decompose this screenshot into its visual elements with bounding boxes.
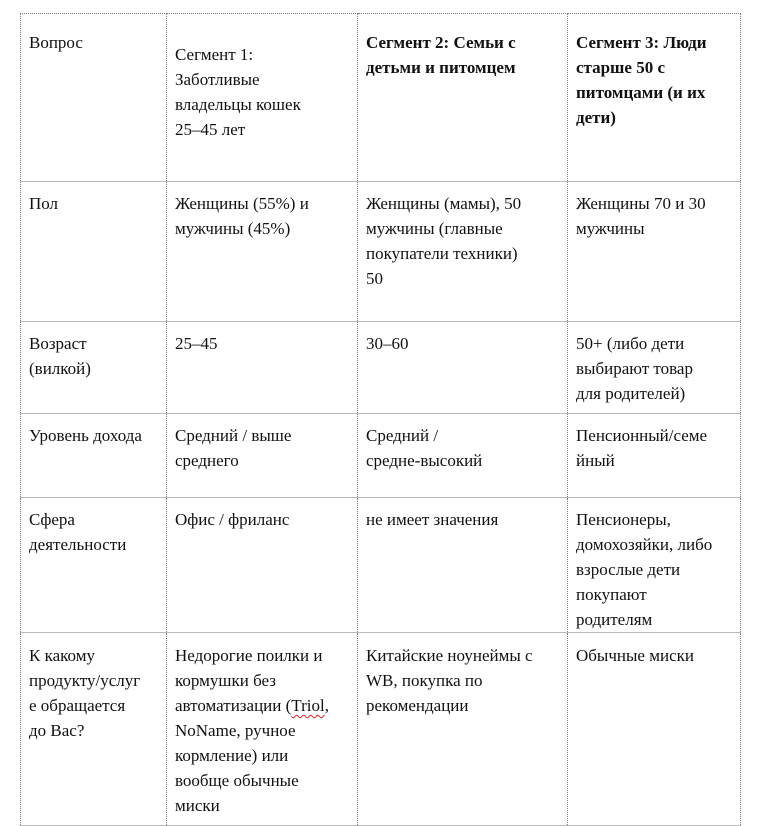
cell-segment-2[interactable] <box>358 414 568 498</box>
header-cell-question[interactable] <box>21 14 167 182</box>
question-text: Уровень дохода <box>29 426 142 445</box>
segment-1-text-after: , NoName, ручное кормление) или вообще обычные миски <box>175 696 329 815</box>
header-cell-segment-1[interactable] <box>167 14 358 182</box>
spellcheck-underlined-word: Triol <box>291 696 325 715</box>
cell-segment-2[interactable] <box>358 633 568 826</box>
cell-segment-3[interactable] <box>568 182 741 322</box>
cell-segment-1[interactable] <box>167 322 358 414</box>
table-row-current-product <box>21 633 741 826</box>
cell-question[interactable] <box>21 182 167 322</box>
cell-segment-1[interactable] <box>167 414 358 498</box>
segment-1-text-before: Недорогие поилки и кормушки без автоматизации ( <box>175 646 323 715</box>
segment-3-text: Обычные миски <box>576 646 694 665</box>
question-text: Сфера деятельности <box>29 510 127 554</box>
segment-2-text: не имеет значения <box>366 510 499 529</box>
segment-1-text: Средний / выше среднего <box>175 426 292 470</box>
segment-1-text: Офис / фриланс <box>175 510 290 529</box>
segment-2-text: Китайские ноунеймы с WB, покупка по рекомендации <box>366 646 533 715</box>
cell-segment-2[interactable] <box>358 322 568 414</box>
header-cell-segment-3[interactable] <box>568 14 741 182</box>
segment-2-text: Женщины (мамы), 50 мужчины (главные покупатели техники) 50 <box>366 194 522 288</box>
segment-2-text: Средний / средне-высокий <box>366 426 483 470</box>
question-text: К какому продукту/услуг е обращается до Вас? <box>29 646 141 740</box>
segment-2-text: 30–60 <box>366 334 409 353</box>
segments-table <box>20 13 741 826</box>
segment-1-text: Женщины (55%) и мужчины (45%) <box>175 194 309 238</box>
header-question-text: Вопрос <box>29 33 83 52</box>
document-page <box>20 13 741 826</box>
segment-1-text <box>175 643 351 818</box>
cell-question[interactable] <box>21 322 167 414</box>
cell-segment-2[interactable] <box>358 182 568 322</box>
cell-segment-3[interactable] <box>568 322 741 414</box>
cell-question[interactable] <box>21 498 167 633</box>
cell-question[interactable] <box>21 414 167 498</box>
table-header-row <box>21 14 741 182</box>
header-segment-3-text: Сегмент 3: Люди старше 50 с питомцами (и их дети) <box>576 33 707 127</box>
header-segment-2-text: Сегмент 2: Семьи с детьми и питомцем <box>366 33 516 77</box>
segment-3-text: Женщины 70 и 30 мужчины <box>576 194 706 238</box>
segment-3-text: 50+ (либо дети выбирают товар для родителей) <box>576 334 693 403</box>
cell-segment-3[interactable] <box>568 633 741 826</box>
cell-segment-1[interactable] <box>167 498 358 633</box>
cell-segment-1[interactable] <box>167 633 358 826</box>
cell-segment-2[interactable] <box>358 498 568 633</box>
cell-segment-3[interactable] <box>568 498 741 633</box>
table-row-income <box>21 414 741 498</box>
table-row-gender <box>21 182 741 322</box>
segment-1-text: 25–45 <box>175 334 218 353</box>
table-row-occupation <box>21 498 741 633</box>
cell-segment-3[interactable] <box>568 414 741 498</box>
header-segment-1-text: Сегмент 1: Заботливые владельцы кошек 25–45 лет <box>175 45 301 139</box>
segment-3-text: Пенсионный/семе йный <box>576 426 708 470</box>
table-row-age <box>21 322 741 414</box>
header-cell-segment-2[interactable] <box>358 14 568 182</box>
cell-segment-1[interactable] <box>167 182 358 322</box>
cell-question[interactable] <box>21 633 167 826</box>
segment-3-text: Пенсионеры, домохозяйки, либо взрослые дети покупают родителям <box>576 510 713 629</box>
question-text: Возраст (вилкой) <box>29 334 91 378</box>
question-text: Пол <box>29 194 59 213</box>
